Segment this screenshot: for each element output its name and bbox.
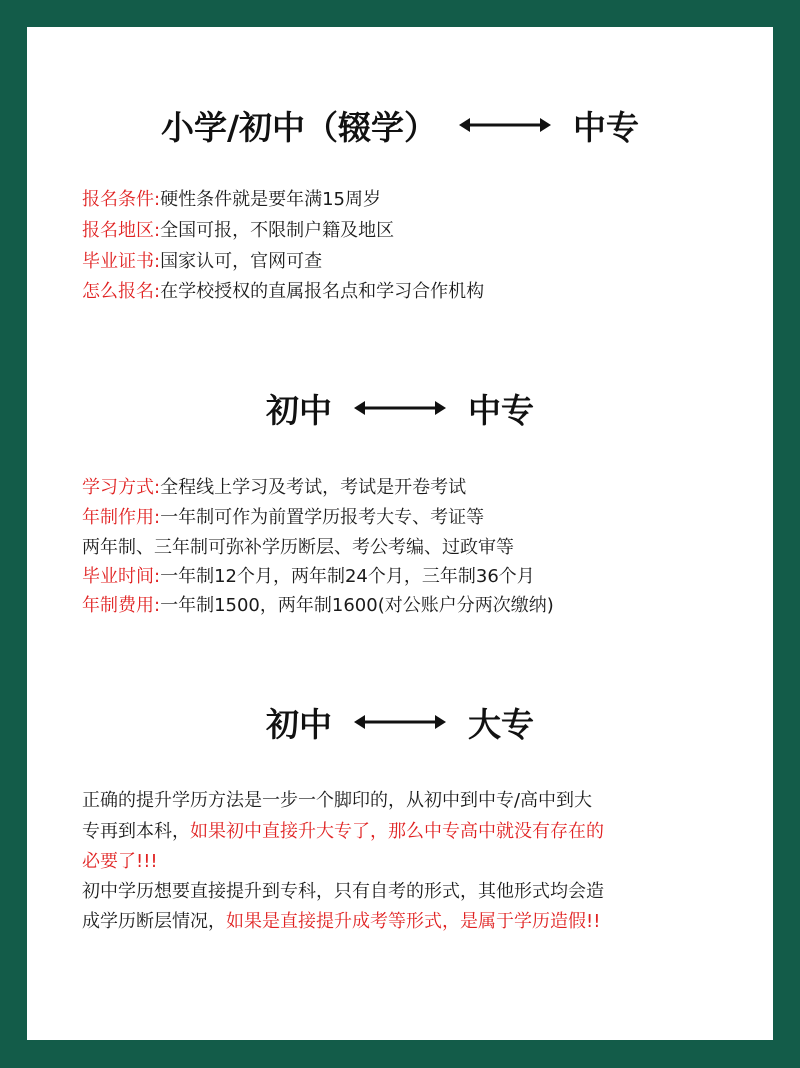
paragraph-line: [82, 907, 600, 937]
item-label: 毕业时间:: [82, 566, 161, 587]
item-label: 学习方式:: [82, 477, 161, 498]
section2-item: [82, 591, 554, 621]
double-arrow-icon: [354, 712, 446, 732]
item-text: 全国可报，不限制户籍及地区: [160, 220, 395, 241]
paragraph-line: [82, 877, 604, 907]
item-label: 毕业证书:: [82, 251, 161, 272]
section2-item: [82, 473, 466, 503]
item-text: 一年制12个月，两年制24个月，三年制36个月: [160, 566, 535, 587]
text-highlight: 如果初中直接升大专了，那么中专高中就没有存在的: [190, 821, 604, 842]
double-arrow-icon: [354, 398, 446, 418]
section2-item: [82, 562, 535, 592]
text-highlight: 如果是直接提升成考等形式，是属于学历造假!!: [226, 911, 601, 932]
text-normal: 初中学历想要直接提升到专科，只有自考的形式，其他形式均会造: [82, 881, 604, 902]
item-text: 全程线上学习及考试，考试是开卷考试: [160, 477, 467, 498]
item-label: 年制费用:: [82, 595, 161, 616]
section1-item: [82, 277, 484, 307]
section1-title-left: 小学/初中（辍学）: [160, 107, 438, 147]
paragraph-line: [82, 786, 592, 816]
paragraph-line: [82, 847, 158, 877]
section2-title-right: 中专: [468, 390, 534, 430]
item-label: 怎么报名:: [82, 281, 161, 302]
item-text: 硬性条件就是要年满15周岁: [160, 189, 381, 210]
section2-title-left: 初中: [266, 390, 332, 430]
text-normal: 专再到本科，: [82, 821, 190, 842]
section3-title: [0, 697, 800, 747]
section3-title-left: 初中: [266, 704, 332, 744]
section1-title-right: 中专: [573, 107, 640, 147]
text-normal: 成学历断层情况，: [82, 911, 226, 932]
text-highlight: 必要了!!!: [82, 851, 158, 872]
item-text: 国家认可，官网可查: [160, 251, 323, 272]
item-text: 在学校授权的直属报名点和学习合作机构: [160, 281, 485, 302]
section2-item: [82, 533, 514, 563]
text-normal: 正确的提升学历方法是一步一个脚印的，从初中到中专/高中到大: [82, 790, 593, 811]
section1-item: [82, 247, 322, 277]
item-label: 年制作用:: [82, 507, 161, 528]
item-label: 报名条件:: [82, 189, 161, 210]
section2-title: [0, 383, 800, 433]
item-text: 两年制、三年制可弥补学历断层、考公考编、过政审等: [82, 537, 514, 558]
item-text: 一年制可作为前置学历报考大专、考证等: [160, 507, 485, 528]
section1-item: [82, 216, 394, 246]
double-arrow-icon: [459, 115, 551, 135]
section1-title: [0, 100, 800, 150]
item-label: 报名地区:: [82, 220, 161, 241]
section3-title-right: 大专: [468, 704, 534, 744]
paragraph-line: [82, 817, 604, 847]
section1-item: [82, 185, 381, 215]
section2-item: [82, 503, 484, 533]
item-text: 一年制1500，两年制1600(对公账户分两次缴纳): [160, 595, 554, 616]
